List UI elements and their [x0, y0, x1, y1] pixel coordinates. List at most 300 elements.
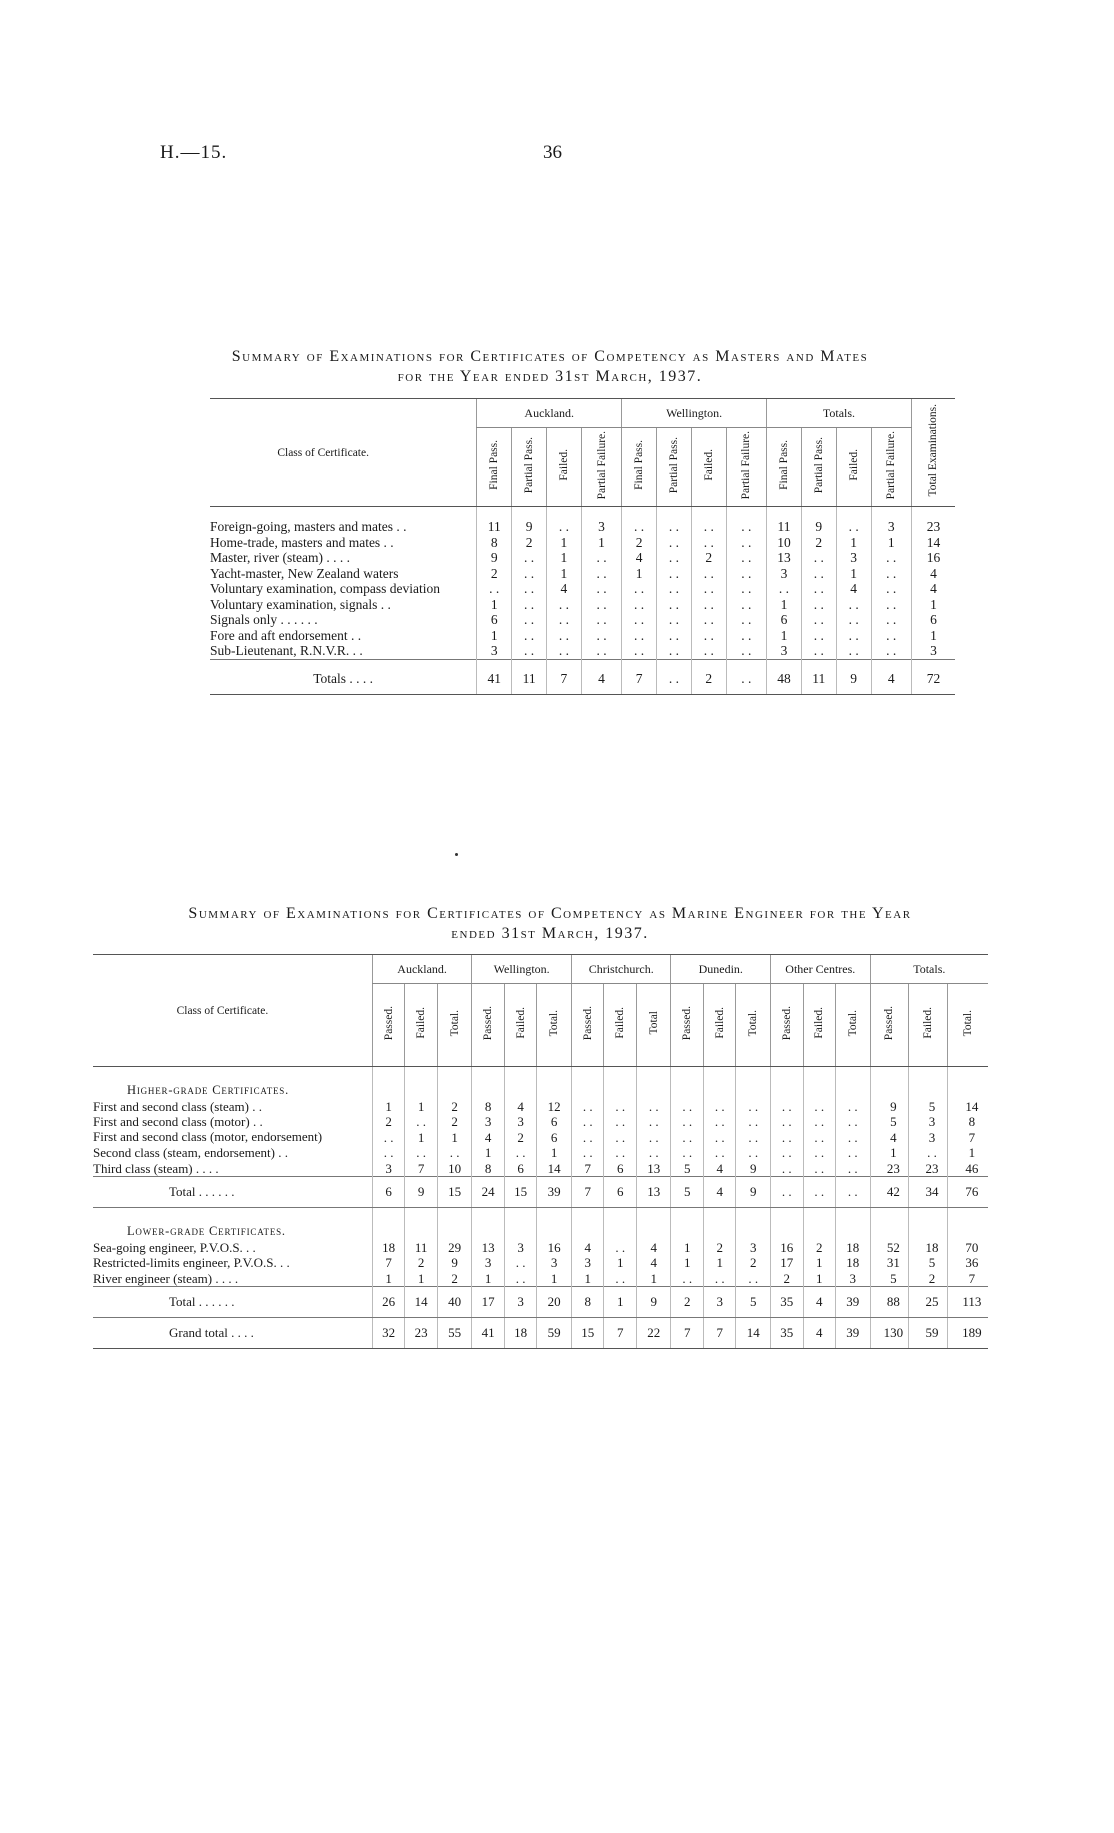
table-cell: . .: [636, 1099, 671, 1115]
totals-cell: 4: [581, 659, 621, 694]
table-cell: . .: [581, 643, 621, 659]
table-cell: . .: [801, 550, 836, 566]
table-cell: . .: [836, 1130, 871, 1146]
table-cell: . .: [671, 1130, 704, 1146]
table-cell: . .: [771, 1130, 804, 1146]
table-cell: 1: [405, 1271, 438, 1287]
table-cell: . .: [622, 628, 657, 644]
table-cell: . .: [671, 1271, 704, 1287]
table-cell: 35: [771, 1318, 804, 1349]
row-label: Sub-Lieutenant, R.N.V.R. . .: [210, 643, 363, 658]
table-cell: 2: [771, 1271, 804, 1287]
table-cell: 1: [537, 1145, 572, 1161]
table-cell: 1: [671, 1240, 704, 1256]
table-cell: . .: [547, 643, 582, 659]
table-cell: . .: [547, 628, 582, 644]
table-cell: . .: [836, 612, 871, 628]
column-header: Final Pass.: [767, 428, 802, 507]
table-cell: 4: [911, 581, 955, 597]
table-cell: 6: [477, 612, 512, 628]
table-cell: 3: [504, 1287, 537, 1318]
table-cell: 3: [504, 1240, 537, 1256]
table-cell: 2: [691, 550, 726, 566]
table-cell: 4: [703, 1177, 736, 1208]
table-cell: 26: [372, 1287, 405, 1318]
column-header: Failed.: [405, 984, 438, 1067]
table-cell: . .: [836, 1161, 871, 1177]
table-cell: . .: [657, 535, 692, 551]
table-cell: . .: [691, 535, 726, 551]
table-cell: . .: [726, 566, 766, 582]
table-cell: . .: [691, 566, 726, 582]
totals-cell: 9: [836, 659, 871, 694]
table-cell: . .: [726, 507, 766, 535]
table-cell: 1: [581, 535, 621, 551]
table-cell: . .: [581, 612, 621, 628]
table-cell: 20: [537, 1287, 572, 1318]
table-cell: 1: [803, 1271, 836, 1287]
table-cell: 1: [947, 1145, 988, 1161]
table-cell: 1: [472, 1145, 505, 1161]
table-cell: 1: [547, 535, 582, 551]
table-cell: . .: [657, 643, 692, 659]
table-cell: . .: [622, 612, 657, 628]
table-cell: 52: [870, 1240, 909, 1256]
table1-group-totals: Totals.: [767, 399, 912, 428]
table-cell: 113: [947, 1287, 988, 1318]
grand-total-row: [93, 1318, 988, 1349]
table-cell: . .: [691, 597, 726, 613]
table-cell: . .: [571, 1099, 604, 1115]
table-cell: 15: [437, 1177, 472, 1208]
table-cell: 23: [870, 1161, 909, 1177]
table-cell: . .: [657, 581, 692, 597]
table-cell: . .: [803, 1114, 836, 1130]
table-cell: . .: [512, 628, 547, 644]
table-cell: 18: [836, 1255, 871, 1271]
table-cell: 1: [372, 1271, 405, 1287]
table-cell: . .: [437, 1145, 472, 1161]
table-cell: . .: [736, 1114, 771, 1130]
column-header: Final Pass.: [477, 428, 512, 507]
table-cell: 2: [477, 566, 512, 582]
table-cell: . .: [801, 643, 836, 659]
table-cell: . .: [703, 1130, 736, 1146]
table-cell: 7: [703, 1318, 736, 1349]
table-cell: . .: [836, 1145, 871, 1161]
table-cell: . .: [477, 581, 512, 597]
table-cell: 1: [622, 566, 657, 582]
table-cell: . .: [726, 535, 766, 551]
table-cell: . .: [547, 507, 582, 535]
column-header: Failed.: [909, 984, 948, 1067]
totals-cell: 11: [512, 659, 547, 694]
table-cell: 36: [947, 1255, 988, 1271]
table-cell: . .: [771, 1099, 804, 1115]
table-cell: 1: [437, 1130, 472, 1146]
table2-group-other-centres: Other Centres.: [771, 955, 871, 984]
table-cell: 2: [512, 535, 547, 551]
table-cell: 32: [372, 1318, 405, 1349]
table-cell: 17: [472, 1287, 505, 1318]
column-header: Total: [636, 984, 671, 1067]
table-cell: 3: [767, 566, 802, 582]
table2-title-line1: Summary of Examinations for Certificates of Competency as Marine Engineer for the Year: [188, 905, 912, 922]
table-cell: 11: [477, 507, 512, 535]
totals-cell: 48: [767, 659, 802, 694]
totals-cell: 7: [547, 659, 582, 694]
table-cell: 189: [947, 1318, 988, 1349]
table-cell: 2: [803, 1240, 836, 1256]
table-cell: 9: [405, 1177, 438, 1208]
table-cell: 76: [947, 1177, 988, 1208]
table-cell: 2: [437, 1099, 472, 1115]
table2-title: [130, 904, 970, 944]
table-row: [93, 1240, 988, 1256]
table-cell: . .: [571, 1114, 604, 1130]
table-cell: 29: [437, 1240, 472, 1256]
table-cell: . .: [657, 550, 692, 566]
table-cell: . .: [622, 581, 657, 597]
table-row: [210, 628, 955, 644]
table-cell: 7: [372, 1255, 405, 1271]
table1-title: [140, 347, 960, 387]
table-cell: . .: [657, 612, 692, 628]
table-cell: 1: [803, 1255, 836, 1271]
table-cell: . .: [803, 1130, 836, 1146]
row-label: Foreign-going, masters and mates . .: [210, 519, 407, 534]
table-cell: 3: [871, 507, 911, 535]
table-cell: 2: [372, 1114, 405, 1130]
table-cell: 18: [836, 1240, 871, 1256]
table-cell: . .: [771, 1114, 804, 1130]
table1-total-examinations-header: Total Examinations.: [911, 399, 955, 507]
totals-cell: . .: [726, 659, 766, 694]
table-cell: . .: [504, 1271, 537, 1287]
table-cell: . .: [671, 1145, 704, 1161]
column-header: Total.: [836, 984, 871, 1067]
lower-grade-total-row: [93, 1287, 988, 1318]
column-header: Total.: [437, 984, 472, 1067]
table-cell: 3: [372, 1161, 405, 1177]
table-cell: . .: [726, 628, 766, 644]
row-label: First and second class (motor, endorsement): [93, 1129, 323, 1145]
lower-grade-section-heading-label: Lower-grade Certificates.: [127, 1224, 286, 1238]
table-cell: 3: [909, 1114, 948, 1130]
totals-cell: 7: [622, 659, 657, 694]
table-cell: 4: [803, 1287, 836, 1318]
table-row: [93, 1114, 988, 1130]
table-cell: 13: [636, 1161, 671, 1177]
table-cell: 70: [947, 1240, 988, 1256]
table-cell: 5: [870, 1271, 909, 1287]
table-cell: 1: [372, 1099, 405, 1115]
table1-title-line2: for the Year ended 31st March, 1937.: [397, 368, 703, 385]
table-cell: . .: [836, 507, 871, 535]
row-label: Restricted-limits engineer, P.V.O.S. . .: [93, 1255, 290, 1270]
totals-cell: 4: [871, 659, 911, 694]
table-cell: 6: [604, 1177, 637, 1208]
table1-title-line1: Summary of Examinations for Certificates of Competency as Masters and Mates: [231, 348, 869, 365]
table-cell: 34: [909, 1177, 948, 1208]
table-cell: 2: [671, 1287, 704, 1318]
table-cell: 3: [911, 643, 955, 659]
table-cell: 1: [767, 597, 802, 613]
table-cell: 4: [571, 1240, 604, 1256]
table2-title-line2: ended 31st March, 1937.: [451, 925, 649, 942]
table-row: [93, 1271, 988, 1287]
table-cell: 5: [870, 1114, 909, 1130]
table-cell: . .: [871, 597, 911, 613]
table-cell: 3: [571, 1255, 604, 1271]
table-cell: 6: [911, 612, 955, 628]
table-cell: 4: [803, 1318, 836, 1349]
table2-body: [93, 1067, 988, 1349]
column-header: Total.: [537, 984, 572, 1067]
table-cell: 2: [801, 535, 836, 551]
table-cell: . .: [622, 643, 657, 659]
table-cell: . .: [512, 597, 547, 613]
table2-group-wellington: Wellington.: [472, 955, 572, 984]
table-cell: 3: [472, 1255, 505, 1271]
table-cell: . .: [512, 550, 547, 566]
table-cell: 2: [405, 1255, 438, 1271]
table-row: [93, 1161, 988, 1177]
table-row: [210, 612, 955, 628]
totals-cell: 2: [691, 659, 726, 694]
table-cell: 6: [504, 1161, 537, 1177]
table-cell: 1: [477, 597, 512, 613]
table-cell: 4: [547, 581, 582, 597]
table-cell: 59: [909, 1318, 948, 1349]
table-cell: . .: [801, 628, 836, 644]
table-cell: . .: [703, 1271, 736, 1287]
column-header: Passed.: [771, 984, 804, 1067]
table-cell: 1: [911, 628, 955, 644]
row-label: Yacht-master, New Zealand waters: [210, 565, 399, 581]
table-cell: 4: [911, 566, 955, 582]
column-header: Failed.: [504, 984, 537, 1067]
table-cell: . .: [801, 581, 836, 597]
table-cell: 17: [771, 1255, 804, 1271]
row-label: First and second class (motor) . .: [93, 1114, 263, 1129]
table-cell: 7: [947, 1130, 988, 1146]
table-cell: 4: [622, 550, 657, 566]
row-label: Third class (steam) . . . .: [93, 1160, 219, 1176]
row-label: Home-trade, masters and mates . .: [210, 534, 394, 550]
column-header: Total.: [947, 984, 988, 1067]
table-cell: . .: [372, 1130, 405, 1146]
table-cell: 3: [836, 550, 871, 566]
table-cell: 14: [405, 1287, 438, 1318]
table-cell: 35: [771, 1287, 804, 1318]
table-cell: 15: [571, 1318, 604, 1349]
table-cell: 40: [437, 1287, 472, 1318]
table-cell: . .: [581, 628, 621, 644]
table-cell: 4: [870, 1130, 909, 1146]
table-cell: 3: [477, 643, 512, 659]
table-row: [93, 1130, 988, 1146]
table-cell: 8: [477, 535, 512, 551]
table-cell: 9: [870, 1099, 909, 1115]
table-cell: 9: [636, 1287, 671, 1318]
table-cell: 2: [736, 1255, 771, 1271]
higher-grade-section-heading-label: Higher-grade Certificates.: [127, 1083, 290, 1097]
table-cell: 1: [537, 1271, 572, 1287]
table-cell: 5: [909, 1255, 948, 1271]
table-cell: 23: [909, 1161, 948, 1177]
table-cell: 10: [767, 535, 802, 551]
table2-group-christchurch: Christchurch.: [571, 955, 671, 984]
table-cell: . .: [622, 507, 657, 535]
table-cell: 1: [547, 566, 582, 582]
totals-cell: 11: [801, 659, 836, 694]
table-cell: 14: [911, 535, 955, 551]
table-cell: . .: [871, 628, 911, 644]
table-cell: . .: [622, 597, 657, 613]
table-cell: . .: [836, 628, 871, 644]
table-row: [93, 1145, 988, 1161]
table-cell: 4: [636, 1255, 671, 1271]
column-header: Failed.: [803, 984, 836, 1067]
table-cell: . .: [512, 581, 547, 597]
table-cell: 25: [909, 1287, 948, 1318]
table-cell: 1: [836, 535, 871, 551]
totals-cell: . .: [657, 659, 692, 694]
table-cell: . .: [771, 1161, 804, 1177]
table-cell: 1: [671, 1255, 704, 1271]
row-label: First and second class (steam) . .: [93, 1098, 262, 1114]
column-header: Partial Failure.: [581, 428, 621, 507]
table-cell: 7: [571, 1177, 604, 1208]
table-cell: 15: [504, 1177, 537, 1208]
table-cell: 1: [836, 566, 871, 582]
table-cell: 22: [636, 1318, 671, 1349]
table-cell: 4: [636, 1240, 671, 1256]
table-cell: . .: [736, 1145, 771, 1161]
table-cell: 13: [636, 1177, 671, 1208]
table-cell: 59: [537, 1318, 572, 1349]
table-cell: 1: [604, 1255, 637, 1271]
table-cell: . .: [871, 581, 911, 597]
table-cell: . .: [547, 597, 582, 613]
table-cell: . .: [871, 612, 911, 628]
table-cell: 130: [870, 1318, 909, 1349]
row-label: Grand total . . . .: [93, 1318, 372, 1349]
table-cell: . .: [604, 1114, 637, 1130]
table-cell: . .: [657, 507, 692, 535]
table-cell: . .: [604, 1240, 637, 1256]
table-cell: 3: [736, 1240, 771, 1256]
table1-body: [210, 507, 955, 660]
row-label: Second class (steam, endorsement) . .: [93, 1145, 288, 1160]
column-header: Failed.: [836, 428, 871, 507]
table-cell: 1: [405, 1099, 438, 1115]
table-row: [210, 535, 955, 551]
table-cell: 4: [836, 581, 871, 597]
table-cell: 7: [947, 1271, 988, 1287]
table-cell: . .: [736, 1130, 771, 1146]
row-label: Total . . . . . .: [93, 1177, 372, 1208]
table-cell: . .: [836, 1114, 871, 1130]
table-cell: 16: [911, 550, 955, 566]
table-cell: 16: [771, 1240, 804, 1256]
table-cell: 1: [767, 628, 802, 644]
table-cell: 18: [504, 1318, 537, 1349]
higher-grade-section-heading: [93, 1067, 988, 1099]
table-cell: . .: [671, 1114, 704, 1130]
table1-group-auckland: Auckland.: [477, 399, 622, 428]
table-cell: . .: [657, 628, 692, 644]
table-cell: 6: [604, 1161, 637, 1177]
table-cell: . .: [801, 597, 836, 613]
column-header: Failed.: [703, 984, 736, 1067]
table-cell: . .: [771, 1145, 804, 1161]
column-header: Passed.: [671, 984, 704, 1067]
page-number: 36: [543, 142, 562, 163]
table-cell: 3: [504, 1114, 537, 1130]
table-cell: 8: [472, 1099, 505, 1115]
table-cell: 1: [477, 628, 512, 644]
table-cell: 11: [405, 1240, 438, 1256]
table-cell: . .: [771, 1177, 804, 1208]
table-cell: . .: [726, 612, 766, 628]
table-cell: 18: [372, 1240, 405, 1256]
table-cell: 4: [472, 1130, 505, 1146]
row-label: Fore and aft endorsement . .: [210, 627, 362, 643]
table-cell: 3: [703, 1287, 736, 1318]
table-cell: . .: [636, 1130, 671, 1146]
table-cell: . .: [691, 507, 726, 535]
column-header: Passed.: [870, 984, 909, 1067]
table2-group-auckland: Auckland.: [372, 955, 472, 984]
table-cell: . .: [671, 1099, 704, 1115]
table-cell: 1: [636, 1271, 671, 1287]
table-cell: 23: [911, 507, 955, 535]
table-cell: . .: [512, 643, 547, 659]
table-cell: . .: [703, 1145, 736, 1161]
table-cell: 1: [405, 1130, 438, 1146]
row-label: Voluntary examination, compass deviation: [210, 581, 440, 596]
marine-engineer-table: [93, 954, 988, 1349]
row-label: River engineer (steam) . . . .: [93, 1270, 239, 1286]
table-cell: 3: [537, 1255, 572, 1271]
totals-cell: 72: [911, 659, 955, 694]
row-label: Master, river (steam) . . . .: [210, 550, 351, 565]
table-cell: 7: [604, 1318, 637, 1349]
table-cell: 1: [871, 535, 911, 551]
totals-label: Totals . . . .: [210, 659, 477, 694]
table-cell: . .: [604, 1271, 637, 1287]
table-cell: . .: [512, 566, 547, 582]
table-cell: 7: [405, 1161, 438, 1177]
column-header: Failed.: [604, 984, 637, 1067]
table-cell: 2: [703, 1240, 736, 1256]
table-cell: . .: [604, 1130, 637, 1146]
table-row: [210, 507, 955, 535]
table2-group-dunedin: Dunedin.: [671, 955, 771, 984]
table-cell: . .: [691, 643, 726, 659]
table-cell: . .: [512, 612, 547, 628]
table-cell: 8: [947, 1114, 988, 1130]
table-cell: . .: [581, 566, 621, 582]
table-cell: . .: [703, 1099, 736, 1115]
table-cell: 9: [512, 507, 547, 535]
table-cell: 1: [604, 1287, 637, 1318]
column-header: Passed.: [372, 984, 405, 1067]
table-cell: . .: [736, 1271, 771, 1287]
table-cell: 9: [437, 1255, 472, 1271]
